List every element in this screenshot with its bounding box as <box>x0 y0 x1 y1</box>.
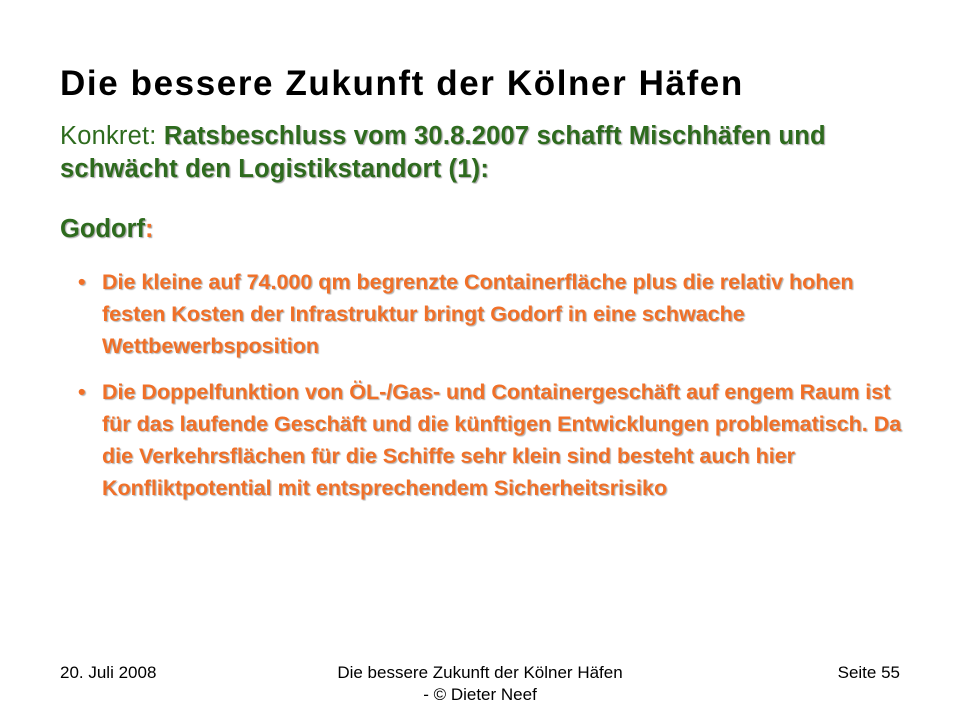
footer-title-line2: - © Dieter Neef <box>423 685 537 704</box>
bullet-list <box>78 266 908 518</box>
section-colon: : <box>144 215 154 243</box>
bullet-marker: • <box>78 380 86 404</box>
footer-title <box>300 662 660 706</box>
footer-title-line1: Die bessere Zukunft der Kölner Häfen <box>337 663 623 682</box>
section-label: Godorf <box>60 215 145 243</box>
bullet-item <box>78 266 908 362</box>
footer-page-number: Seite 55 <box>837 663 900 682</box>
bullet-text: Die kleine auf 74.000 qm begrenzte Containerfläche plus die relativ hohen festen Kosten der Infrastruktur bringt Godorf in eine schwache Wettbewerbsposition <box>102 270 854 358</box>
bullet-item <box>78 376 908 504</box>
subtitle-prefix: Konkret: <box>60 122 164 150</box>
footer-date: 20. Juli 2008 <box>60 663 157 682</box>
bullet-text: Die Doppelfunktion von ÖL-/Gas- und Containergeschäft auf engem Raum ist für das laufende Geschäft und die künftigen Entwicklungen problematisch. Da die Verkehrsflächen für die Schiffe sehr klein sind besteht auch hier Konfliktpotential mit entsprechendem Sicherheitsrisiko <box>102 380 902 500</box>
section-heading <box>60 215 153 244</box>
subtitle-bold-text: Ratsbeschluss vom 30.8.2007 schafft Mischhäfen und schwächt den Logistikstandort (1): <box>60 122 826 183</box>
bullet-marker: • <box>78 270 86 294</box>
slide-subtitle <box>60 120 920 186</box>
slide-title: Die bessere Zukunft der Kölner Häfen <box>60 64 744 103</box>
